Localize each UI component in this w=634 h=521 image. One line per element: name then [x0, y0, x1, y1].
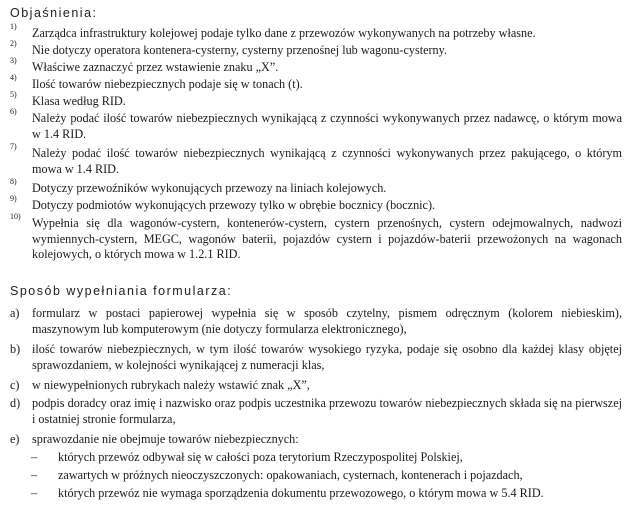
exclusion-text: których przewóz odbywał się w całości poza terytorium Rzeczypospolitej Polskiej, [58, 450, 463, 464]
instruction-text: podpis doradcy oraz imię i nazwisko oraz podpis uczestnika przewozu towarów niebezpiecznych składa się na pierwszej i ostatniej stronie formularza, [32, 396, 622, 426]
dash-bullet: – [31, 468, 38, 482]
instruction-item-b [10, 342, 622, 373]
footnote-10 [10, 212, 622, 263]
footnote-text: Zarządca infrastruktury kolejowej podaje tylko dane z przewozów wykonywanych na potrzeby własne. [32, 26, 536, 40]
instruction-item-d [10, 396, 622, 427]
dash-bullet: – [31, 486, 38, 500]
footnote-7 [10, 142, 622, 177]
footnote-3 [10, 56, 622, 76]
footnote-text: Dotyczy przewoźników wykonujących przewozy na liniach kolejowych. [32, 181, 387, 195]
footnote-number: 7) [10, 142, 17, 151]
instruction-label: c) [10, 378, 20, 392]
footnote-1 [10, 22, 622, 42]
footnote-6 [10, 107, 622, 142]
instruction-text: formularz w postaci papierowej wypełnia się w sposób czytelny, pismem odręcznym (kolorem niebieskim), maszynowym lub komputerowym (nie dotyczy formularza elektronicznego), [32, 306, 622, 336]
footnote-text: Należy podać ilość towarów niebezpiecznych wynikającą z czynności wykonywanych przez pakującego, o którym mowa w 1.4 RID. [32, 146, 622, 176]
instruction-label: a) [10, 306, 20, 320]
instruction-label: b) [10, 342, 21, 356]
footnote-number: 1) [10, 22, 17, 31]
footnote-2 [10, 39, 622, 59]
instruction-label: d) [10, 396, 21, 410]
exclusion-item-1 [31, 450, 621, 466]
instruction-text: sprawozdanie nie obejmuje towarów niebezpiecznych: [32, 432, 299, 446]
exclusion-text: których przewóz nie wymaga sporządzenia dokumentu przewozowego, o którym mowa w 5.4 RID. [58, 486, 544, 500]
exclusion-item-3 [31, 486, 621, 502]
footnote-number: 8) [10, 177, 17, 186]
explanations-heading: Objaśnienia: [10, 6, 98, 20]
instruction-text: ilość towarów niebezpiecznych, w tym ilość towarów wysokiego ryzyka, podaje się osobno dla każdej klasy objętej sprawozdaniem, w kolejności wynikającej z numeracji klas, [32, 342, 622, 372]
footnote-text: Ilość towarów niebezpiecznych podaje się w tonach (t). [32, 77, 303, 91]
dash-bullet: – [31, 450, 38, 464]
footnote-text: Należy podać ilość towarów niebezpiecznych wynikającą z czynności wykonywanych przez nadawcę, o którym mowa w 1.4 RID. [32, 111, 622, 141]
instruction-item-e [10, 432, 622, 448]
footnote-text: Klasa według RID. [32, 94, 126, 108]
instruction-text: w niewypełnionych rubrykach należy wstawić znak „X”, [32, 378, 310, 392]
footnote-number: 6) [10, 107, 17, 116]
footnote-9 [10, 194, 622, 214]
footnote-text: Dotyczy podmiotów wykonujących przewozy tylko w obrębie bocznicy (bocznic). [32, 198, 436, 212]
footnote-8 [10, 177, 622, 197]
footnote-number: 4) [10, 73, 17, 82]
footnote-4 [10, 73, 622, 93]
exclusion-item-2 [31, 468, 621, 484]
instructions-heading: Sposób wypełniania formularza: [10, 284, 233, 298]
footnote-text: Właściwe zaznaczyć przez wstawienie znaku „X”. [32, 60, 279, 74]
footnote-number: 3) [10, 56, 17, 65]
exclusion-text: zawartych w próżnych nieoczyszczonych: opakowaniach, cysternach, kontenerach i pojazdach, [58, 468, 523, 482]
instruction-item-c [10, 378, 622, 394]
footnote-text: Nie dotyczy operatora kontenera-cysterny, cysterny przenośnej lub wagonu-cysterny. [32, 43, 448, 57]
footnote-number: 5) [10, 90, 17, 99]
instruction-item-a [10, 306, 622, 337]
footnote-5 [10, 90, 622, 110]
footnote-number: 9) [10, 194, 17, 203]
footnote-number: 10) [10, 212, 21, 221]
footnote-text: Wypełnia się dla wagonów-cystern, kontenerów-cystern, cystern przenośnych, cystern odejmowalnych, nadwozi wymiennych-cystern, MEGC, wagonów baterii, pojazdów cystern i pojazdów-baterii przewożonych na wagonach kolejowych, o których mowa w 1.2.1 RID. [32, 216, 622, 261]
instruction-label: e) [10, 432, 20, 446]
footnote-number: 2) [10, 39, 17, 48]
